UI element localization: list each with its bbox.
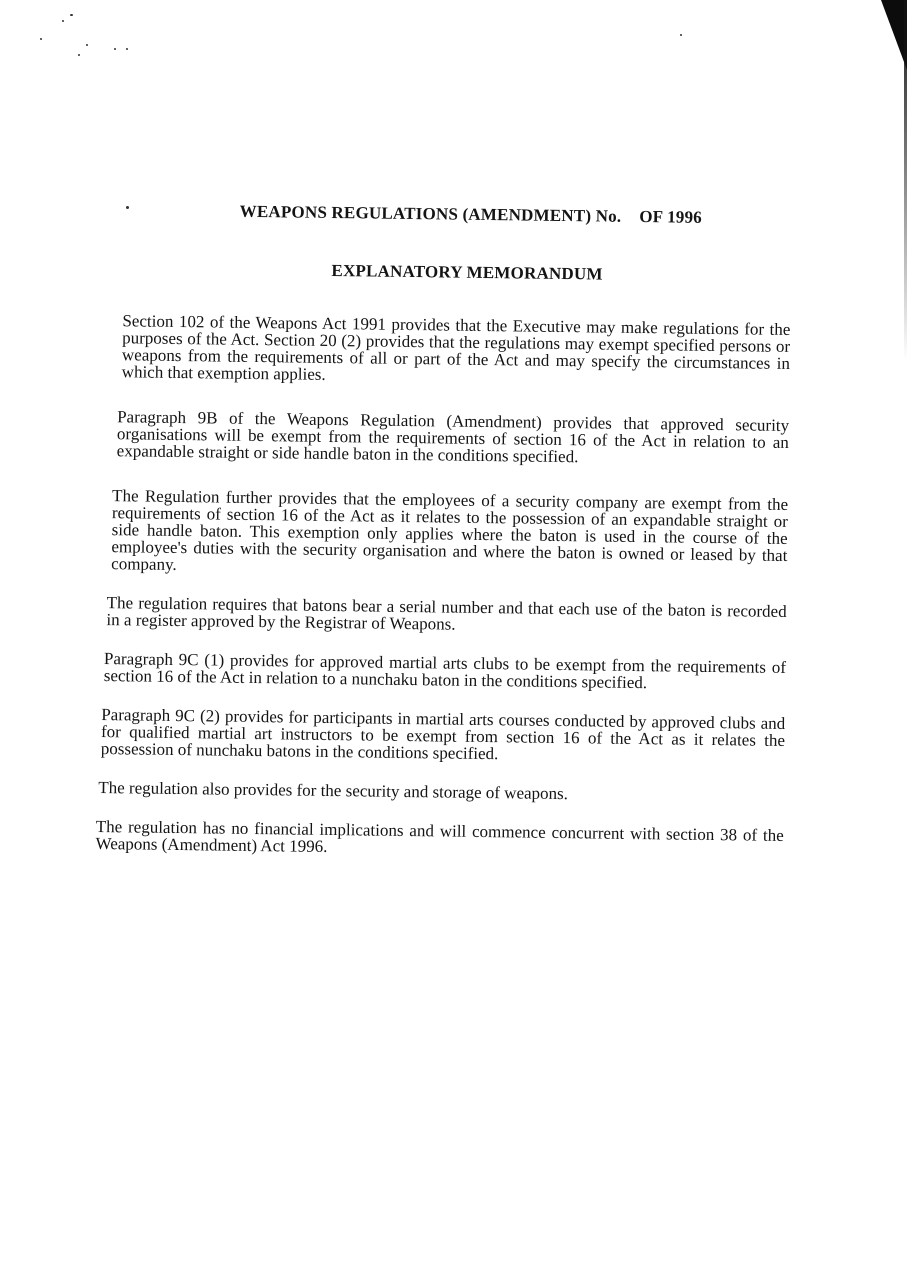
memorandum-body — [95, 200, 792, 883]
paragraph-serial-number: The regulation requires that batons bear a serial number and that each use of the baton is recorded in a register approved by the Registrar of Weapons. — [106, 593, 787, 634]
paragraph-9c-1: Paragraph 9C (1) provides for approved martial arts clubs to be exempt from the requirements of section 16 of the Act in relation to a nunchaku baton in the conditions specified. — [103, 649, 787, 693]
scan-speck — [126, 48, 128, 50]
document-title — [150, 201, 792, 229]
document-subtitle: EXPLANATORY MEMORANDUM — [331, 260, 603, 284]
scan-speck — [86, 44, 88, 46]
paragraph-employee-exemption: The Regulation further provides that the employees of a security company are exempt from the requirements of section 16 of the Act as it relates to the possession of an expandable straight or side handle baton. This exemption only applies where the baton is used in the course of the employee's duties with the security organisation and where the baton is owned or leased by that company. — [111, 486, 789, 574]
scan-speck — [40, 38, 42, 40]
document-title-year: OF 1996 — [639, 207, 703, 227]
paragraph-9b: Paragraph 9B of the Weapons Regulation (Amendment) provides that approved security organisations will be exempt from the requirements of section 16 of the Act in relation to an expandable straight or side handle baton in the conditions specified. — [116, 407, 790, 467]
paragraph-section-102: Section 102 of the Weapons Act 1991 provides that the Executive may make regulations for the purposes of the Act. Section 20 (2) provides that the regulations may exempt specified persons or weapons from the requirements of all or part of the Act and may specify the circumstances in which that exemption applies. — [121, 311, 791, 384]
scan-speck — [62, 20, 64, 22]
scan-speck — [680, 34, 682, 36]
paragraph-9c-2: Paragraph 9C (2) provides for participants in martial arts courses conducted by approved clubs and for qualified martial art instructors to be exempt from section 16 of the Act as it relates the possession of nunchaku batons in the conditions specified. — [100, 705, 786, 764]
paragraph-storage: The regulation also provides for the security and storage of weapons. — [98, 777, 569, 804]
scan-speck — [78, 54, 80, 56]
paragraph-financial: The regulation has no financial implications and will commence concurrent with section 38 of the Weapons (Amendment) Act 1996. — [95, 816, 784, 856]
scan-speck — [114, 48, 116, 50]
document-title-text: WEAPONS REGULATIONS (AMENDMENT) No. — [239, 201, 622, 226]
scan-speck — [70, 14, 73, 16]
